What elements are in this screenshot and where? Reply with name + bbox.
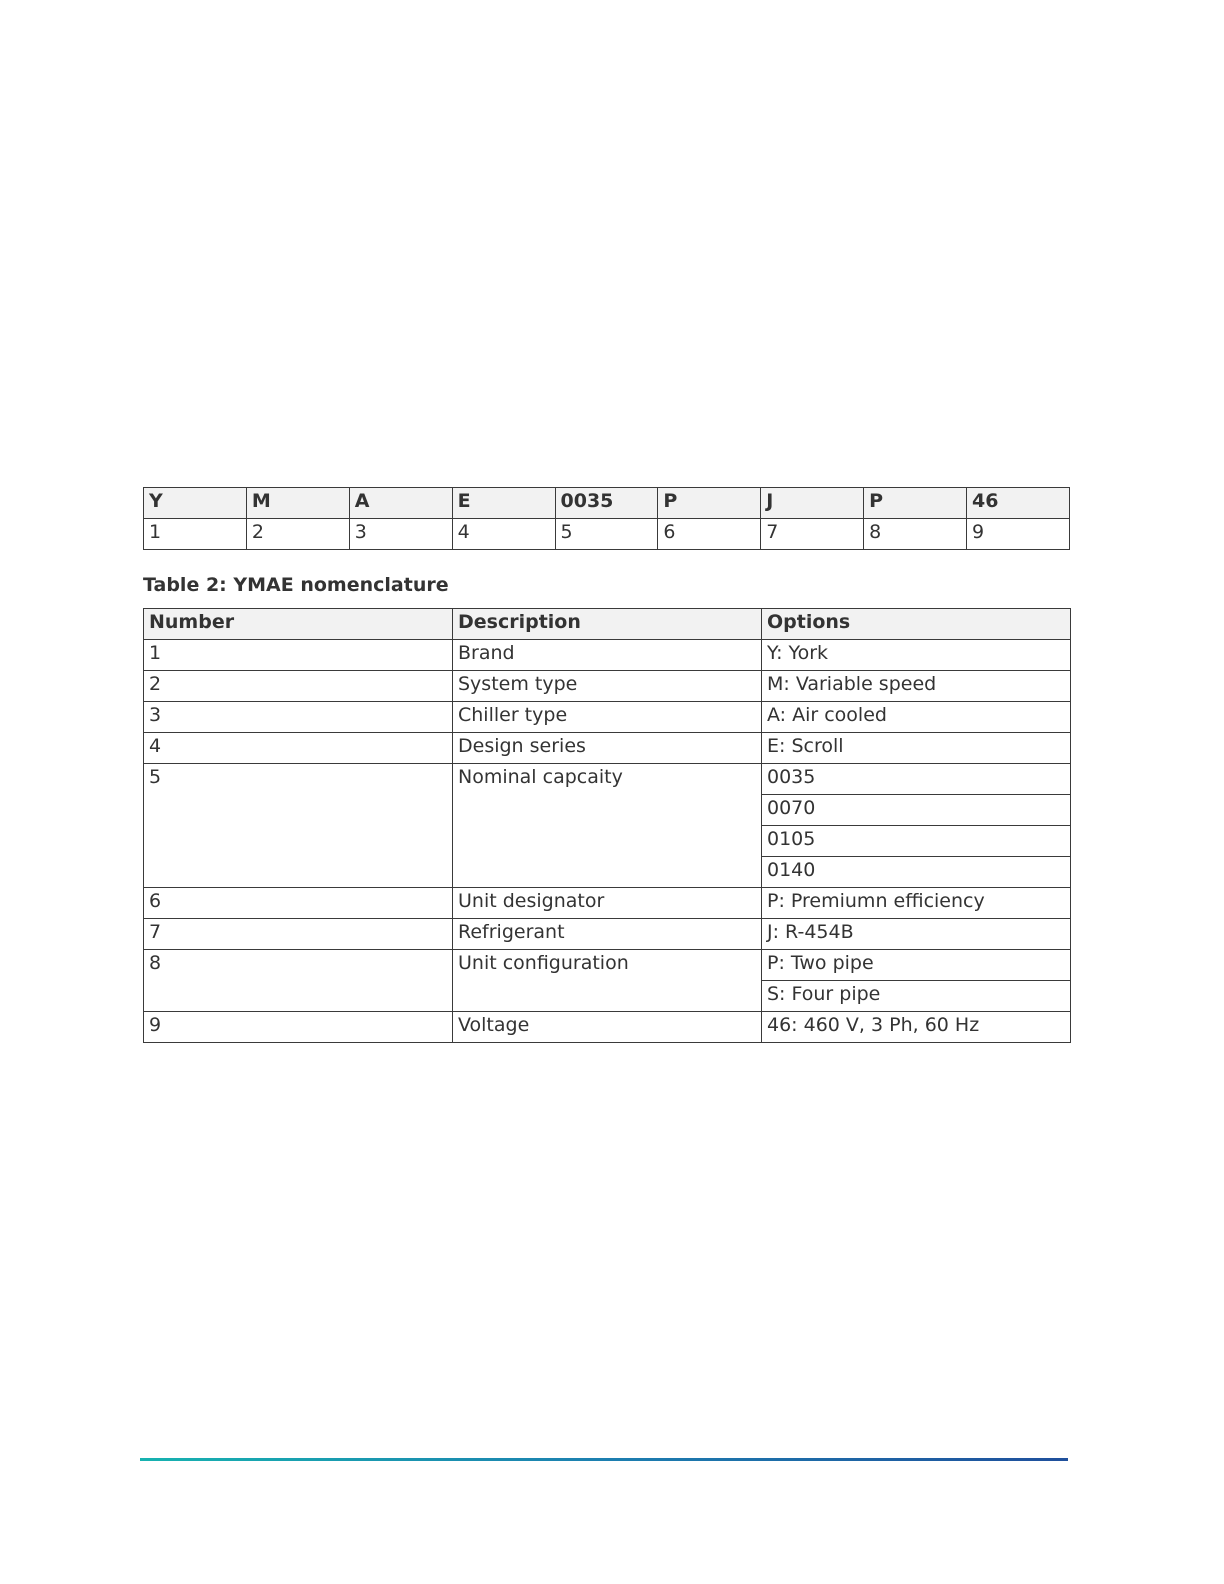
- table-row: [144, 640, 1071, 671]
- header-description: Description: [453, 609, 762, 640]
- table-row: [144, 950, 1071, 981]
- code-cell: Y: [144, 488, 247, 519]
- table-row: [144, 919, 1071, 950]
- row-description: Chiller type: [453, 702, 762, 733]
- position-cell: 2: [246, 519, 349, 550]
- row-option: P: Premiumn efficiency: [762, 888, 1071, 919]
- row-option: Y: York: [762, 640, 1071, 671]
- table-row: [144, 1012, 1071, 1043]
- table-row: [144, 671, 1071, 702]
- table-row: [144, 764, 1071, 795]
- position-cell: 1: [144, 519, 247, 550]
- row-description: Unit configuration: [453, 950, 762, 1012]
- row-option: 46: 460 V, 3 Ph, 60 Hz: [762, 1012, 1071, 1043]
- footer-divider: [140, 1458, 1068, 1461]
- row-option: J: R-454B: [762, 919, 1071, 950]
- row-option: A: Air cooled: [762, 702, 1071, 733]
- row-number: 1: [144, 640, 453, 671]
- row-number: 4: [144, 733, 453, 764]
- code-cell: A: [349, 488, 452, 519]
- row-number: 5: [144, 764, 453, 888]
- row-number: 7: [144, 919, 453, 950]
- position-cell: 9: [967, 519, 1070, 550]
- row-description: System type: [453, 671, 762, 702]
- row-number: 2: [144, 671, 453, 702]
- row-description: Nominal capcaity: [453, 764, 762, 888]
- code-cell: P: [658, 488, 761, 519]
- row-number: 6: [144, 888, 453, 919]
- code-cell: M: [246, 488, 349, 519]
- header-options: Options: [762, 609, 1071, 640]
- row-option: 0070: [762, 795, 1071, 826]
- position-cell: 3: [349, 519, 452, 550]
- code-cell: P: [864, 488, 967, 519]
- position-cell: 5: [555, 519, 658, 550]
- row-option: M: Variable speed: [762, 671, 1071, 702]
- row-option: P: Two pipe: [762, 950, 1071, 981]
- table-row: [144, 888, 1071, 919]
- row-number: 8: [144, 950, 453, 1012]
- row-description: Design series: [453, 733, 762, 764]
- row-option: 0140: [762, 857, 1071, 888]
- table-row: [144, 733, 1071, 764]
- row-option: 0035: [762, 764, 1071, 795]
- header-number: Number: [144, 609, 453, 640]
- code-cell: 0035: [555, 488, 658, 519]
- row-number: 3: [144, 702, 453, 733]
- row-description: Voltage: [453, 1012, 762, 1043]
- table-caption: Table 2: YMAE nomenclature: [143, 574, 449, 596]
- header-row: [144, 609, 1071, 640]
- position-cell: 4: [452, 519, 555, 550]
- code-cell: E: [452, 488, 555, 519]
- code-cell: 46: [967, 488, 1070, 519]
- row-description: Refrigerant: [453, 919, 762, 950]
- model-code-table: [143, 487, 1070, 550]
- row-option: S: Four pipe: [762, 981, 1071, 1012]
- position-row: [144, 519, 1070, 550]
- row-description: Unit designator: [453, 888, 762, 919]
- row-option: 0105: [762, 826, 1071, 857]
- code-cell: J: [761, 488, 864, 519]
- nomenclature-table: [143, 608, 1071, 1043]
- row-option: E: Scroll: [762, 733, 1071, 764]
- row-number: 9: [144, 1012, 453, 1043]
- model-code-row: [144, 488, 1070, 519]
- table-row: [144, 702, 1071, 733]
- row-description: Brand: [453, 640, 762, 671]
- position-cell: 6: [658, 519, 761, 550]
- position-cell: 8: [864, 519, 967, 550]
- position-cell: 7: [761, 519, 864, 550]
